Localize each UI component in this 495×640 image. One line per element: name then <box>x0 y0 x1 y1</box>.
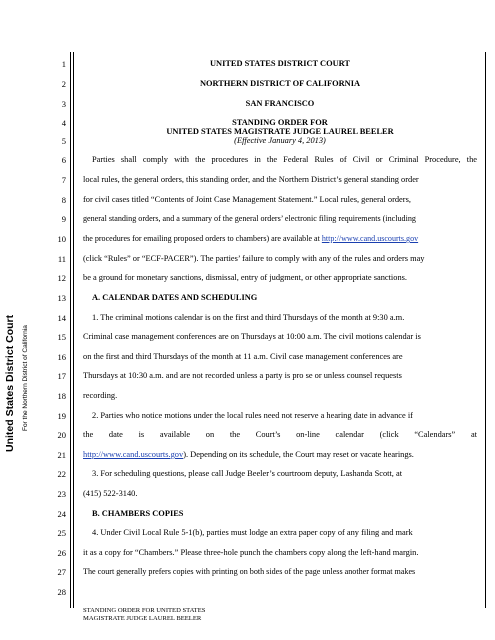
side-district-subtitle: For the Northern District of California <box>22 325 29 431</box>
body-line-19: 2. Parties who notice motions under the local rules need not reserve a hearing date in advance if <box>92 411 413 420</box>
gutter-rule-right <box>73 52 74 608</box>
line-number: 17 <box>57 371 66 381</box>
line-number: 11 <box>57 254 66 264</box>
line-number: 7 <box>61 175 66 185</box>
court-website-link[interactable]: http://www.cand.uscourts.gov <box>321 234 419 243</box>
body-line-17: Thursdays at 10:30 a.m. and are not recorded unless a party is pro se or unless counsel requests <box>83 371 402 380</box>
footer-line-2: MAGISTRATE JUDGE LAUREL BEELER <box>83 615 202 623</box>
line-number: 28 <box>57 587 66 597</box>
body-line-9: general standing orders, and a summary of the general orders’ electronic filing requirements (including <box>83 214 416 223</box>
line-number: 8 <box>61 195 66 205</box>
line-number: 25 <box>57 528 66 538</box>
line-number: 6 <box>61 155 66 165</box>
body-line-21 <box>83 450 477 459</box>
body-line-15: Criminal case management conferences are on Thursdays at 10:00 a.m. The civil motions calendar is <box>83 332 421 341</box>
body-line-7: local rules, the general orders, this standing order, and the Northern District’s general standing order <box>83 175 419 184</box>
line-number: 15 <box>57 332 66 342</box>
order-title: STANDING ORDER FOR <box>232 118 328 127</box>
line-number: 3 <box>61 99 66 109</box>
line-number: 20 <box>57 430 66 440</box>
line-number: 4 <box>61 118 66 128</box>
gutter-rule-left <box>70 52 71 608</box>
line-number: 26 <box>57 548 66 558</box>
body-line-27: The court generally prefers copies with printing on both sides of the page unless another format makes <box>83 567 416 576</box>
line-number: 22 <box>57 469 66 479</box>
body-line-21-text: ). Depending on its schedule, the Court may reset or vacate hearings. <box>183 450 414 459</box>
body-line-20: the date is available on the Court’s on-line calendar (click “Calendars” at <box>83 430 477 439</box>
body-line-18: recording. <box>83 391 118 400</box>
section-b-heading: B. CHAMBERS COPIES <box>92 509 184 518</box>
district-name: NORTHERN DISTRICT OF CALIFORNIA <box>199 79 360 88</box>
line-number: 23 <box>57 489 66 499</box>
effective-date: (Effective January 4, 2013) <box>234 136 326 145</box>
side-court-title: United States District Court <box>4 314 16 452</box>
line-number: 19 <box>57 411 66 421</box>
body-line-11: (click “Rules” or “ECF-PACER”). The parties’ failure to comply with any of the rules and orders may <box>83 254 425 263</box>
body-line-14: 1. The criminal motions calendar is on the first and third Thursdays of the month at 9:30 a.m. <box>92 313 405 322</box>
body-line-12: be a ground for monetary sanctions, dismissal, entry of judgment, or other appropriate sanctions. <box>83 273 407 282</box>
line-number: 14 <box>57 313 66 323</box>
body-line-6: Parties shall comply with the procedures in the Federal Rules of Civil or Criminal Procedure, the <box>92 155 477 164</box>
section-a-heading: A. CALENDAR DATES AND SCHEDULING <box>92 293 258 302</box>
line-number: 5 <box>61 136 66 146</box>
line-number: 24 <box>57 509 66 519</box>
judge-title: UNITED STATES MAGISTRATE JUDGE LAUREL BEELER <box>166 127 394 136</box>
calendar-link[interactable]: http://www.cand.uscourts.gov <box>83 450 184 459</box>
body-line-23: (415) 522-3140. <box>83 489 138 498</box>
body-line-26: it as a copy for “Chambers.” Please three-hole punch the chambers copy along the left-hand margin. <box>83 548 419 557</box>
line-number: 10 <box>57 234 66 244</box>
line-number: 21 <box>57 450 66 460</box>
line-number: 18 <box>57 391 66 401</box>
line-number: 12 <box>57 273 66 283</box>
body-line-10 <box>83 234 477 243</box>
body-line-25: 4. Under Civil Local Rule 5-1(b), parties must lodge an extra paper copy of any filing and mark <box>92 528 413 537</box>
footer-line-1: STANDING ORDER FOR UNITED STATES <box>83 607 206 614</box>
division-name: SAN FRANCISCO <box>245 99 315 108</box>
body-line-22: 3. For scheduling questions, please call Judge Beeler’s courtroom deputy, Lashanda Scott, at <box>92 469 403 478</box>
line-number: 2 <box>61 79 66 89</box>
court-name: UNITED STATES DISTRICT COURT <box>209 59 351 68</box>
body-line-10-text: the procedures for emailing proposed orders to chambers) are available at <box>83 234 322 243</box>
line-number: 16 <box>57 352 66 362</box>
line-number: 9 <box>61 214 66 224</box>
right-margin-rule <box>485 52 486 608</box>
line-number: 27 <box>57 567 66 577</box>
line-number: 13 <box>57 293 66 303</box>
line-number: 1 <box>61 59 66 69</box>
page-footer <box>83 607 205 624</box>
body-line-16: on the first and third Thursdays of the month at 11 a.m. Civil case management conferences are <box>83 352 403 361</box>
body-line-8: for civil cases titled “Contents of Joint Case Management Statement.” Local rules, general orders, <box>83 195 411 204</box>
